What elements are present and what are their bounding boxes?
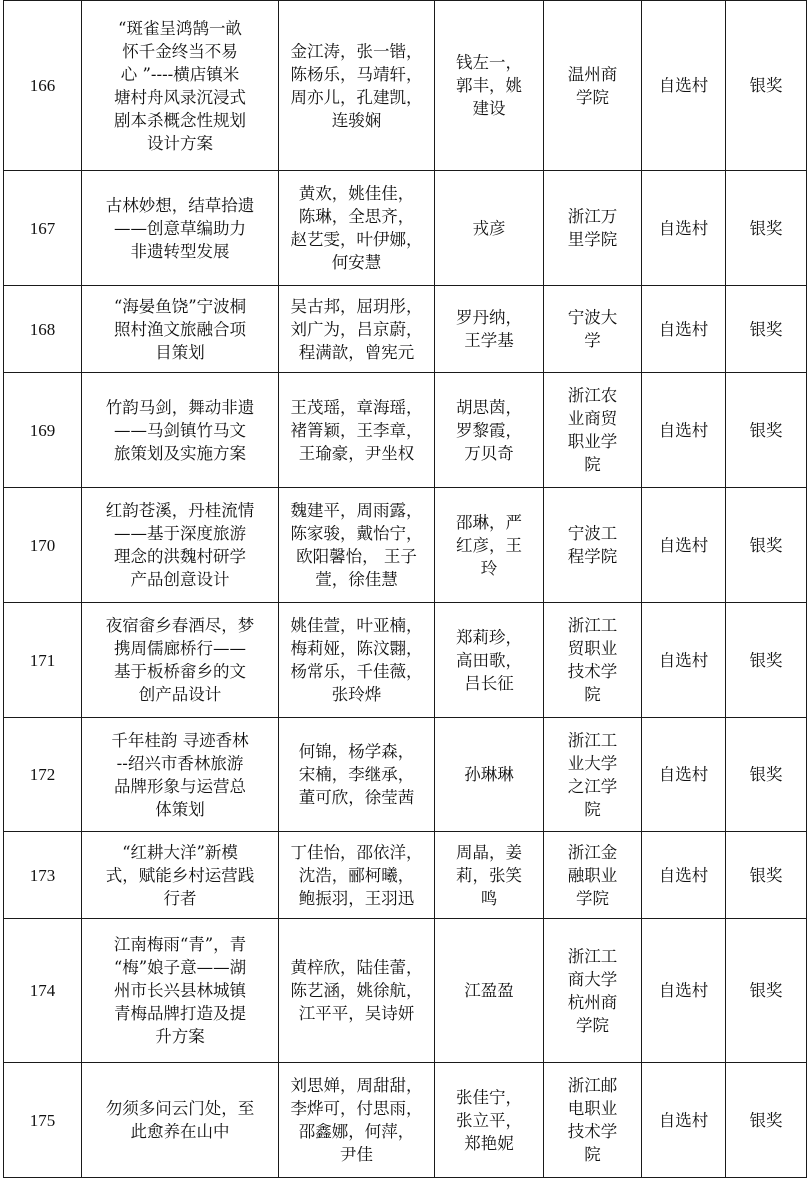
table-row [4, 286, 807, 373]
team-members: 金江涛，张一锴， 陈杨乐，马靖轩， 周亦儿，孔建凯， 连骏娴 [279, 1, 435, 171]
row-number: 175 [4, 1063, 82, 1178]
team-members: 何锦，杨学森， 宋楠，李继承， 董可欣，徐莹茜 [279, 718, 435, 832]
awards-table [3, 0, 807, 1178]
team-members: 刘思婵，周甜甜， 李烨可，付思雨， 邵鑫娜，何萍， 尹佳 [279, 1063, 435, 1178]
award: 银奖 [726, 373, 807, 488]
table-row [4, 1, 807, 171]
project-title: 古林妙想，结草拾遗 ——创意草编助力 非遗转型发展 [82, 171, 279, 286]
award: 银奖 [726, 919, 807, 1063]
advisors: 戎彦 [435, 171, 544, 286]
project-title: 竹韵马剑，舞动非遗 ——马剑镇竹马文 旅策划及实施方案 [82, 373, 279, 488]
award: 银奖 [726, 718, 807, 832]
row-number: 170 [4, 488, 82, 603]
team-members: 黄欢，姚佳佳， 陈琳，全思齐， 赵艺雯，叶伊娜， 何安慧 [279, 171, 435, 286]
category: 自选村 [642, 718, 726, 832]
row-number: 172 [4, 718, 82, 832]
award: 银奖 [726, 488, 807, 603]
table-row [4, 1063, 807, 1178]
award: 银奖 [726, 1063, 807, 1178]
school: 温州商 学院 [544, 1, 642, 171]
award: 银奖 [726, 171, 807, 286]
advisors: 郑莉珍， 高田歌， 吕长征 [435, 603, 544, 718]
school: 浙江农 业商贸 职业学 院 [544, 373, 642, 488]
school: 宁波大 学 [544, 286, 642, 373]
table-row [4, 919, 807, 1063]
category: 自选村 [642, 373, 726, 488]
category: 自选村 [642, 171, 726, 286]
team-members: 姚佳萱，叶亚楠， 梅莉娅，陈汶翾， 杨常乐，千佳薇， 张玲烨 [279, 603, 435, 718]
school: 宁波工 程学院 [544, 488, 642, 603]
project-title: 勿须多问云门处，至 此愈养在山中 [82, 1063, 279, 1178]
project-title: 夜宿畲乡春酒尽，梦 携周儒廊桥行—— 基于板桥畲乡的文 创产品设计 [82, 603, 279, 718]
table-row [4, 171, 807, 286]
advisors: 孙琳琳 [435, 718, 544, 832]
row-number: 168 [4, 286, 82, 373]
team-members: 王茂瑶，章海瑶， 褚箐颖，王李章， 王瑜豪，尹坐权 [279, 373, 435, 488]
project-title: 江南梅雨“青”，青 “梅”娘子意——湖 州市长兴县林城镇 青梅品牌打造及提 升方案 [82, 919, 279, 1063]
school: 浙江工 商大学 杭州商 学院 [544, 919, 642, 1063]
advisors: 张佳宁， 张立平， 郑艳妮 [435, 1063, 544, 1178]
table-row [4, 718, 807, 832]
team-members: 吴古邦，屈玥彤， 刘广为，吕京蔚， 程满歆，曾宪元 [279, 286, 435, 373]
advisors: 胡思茵， 罗黎霞， 万贝奇 [435, 373, 544, 488]
award: 银奖 [726, 832, 807, 919]
table-row [4, 832, 807, 919]
table-row [4, 373, 807, 488]
advisors: 罗丹纳， 王学基 [435, 286, 544, 373]
project-title: “海晏鱼饶”宁波桐 照村渔文旅融合项 目策划 [82, 286, 279, 373]
project-title: “红耕大洋”新模 式，赋能乡村运营践 行者 [82, 832, 279, 919]
school: 浙江工 贸职业 技术学 院 [544, 603, 642, 718]
project-title: 红韵苍溪，丹桂流情 ——基于深度旅游 理念的洪魏村研学 产品创意设计 [82, 488, 279, 603]
row-number: 166 [4, 1, 82, 171]
team-members: 黄梓欣，陆佳蕾， 陈艺涵，姚徐航， 江平平，吴诗妍 [279, 919, 435, 1063]
project-title: 千年桂韵 寻迹香林 --绍兴市香林旅游 品牌形象与运营总 体策划 [82, 718, 279, 832]
award: 银奖 [726, 603, 807, 718]
award: 银奖 [726, 1, 807, 171]
table-row [4, 488, 807, 603]
project-title: “斑雀呈鸿鹄一畝 怀千金终当不易 心 ”----横店镇米 塘村舟风录沉浸式 剧本杀概念性规划 设计方案 [82, 1, 279, 171]
category: 自选村 [642, 1, 726, 171]
advisors: 钱左一， 郭丰，姚 建设 [435, 1, 544, 171]
school: 浙江金 融职业 学院 [544, 832, 642, 919]
team-members: 丁佳怡，邵依洋， 沈浩，郦柯曦， 鲍振羽，王羽迅 [279, 832, 435, 919]
row-number: 174 [4, 919, 82, 1063]
award: 银奖 [726, 286, 807, 373]
category: 自选村 [642, 488, 726, 603]
category: 自选村 [642, 1063, 726, 1178]
row-number: 169 [4, 373, 82, 488]
row-number: 171 [4, 603, 82, 718]
category: 自选村 [642, 832, 726, 919]
advisors: 周晶，姜 莉，张笑 鸣 [435, 832, 544, 919]
team-members: 魏建平，周雨露， 陈家骏，戴怡宁， 欧阳馨怡， 王子 萱，徐佳慧 [279, 488, 435, 603]
category: 自选村 [642, 603, 726, 718]
advisors: 江盈盈 [435, 919, 544, 1063]
school: 浙江邮 电职业 技术学 院 [544, 1063, 642, 1178]
category: 自选村 [642, 919, 726, 1063]
school: 浙江工 业大学 之江学 院 [544, 718, 642, 832]
category: 自选村 [642, 286, 726, 373]
row-number: 173 [4, 832, 82, 919]
table-row [4, 603, 807, 718]
advisors: 邵琳，严 红彦，王 玲 [435, 488, 544, 603]
row-number: 167 [4, 171, 82, 286]
school: 浙江万 里学院 [544, 171, 642, 286]
